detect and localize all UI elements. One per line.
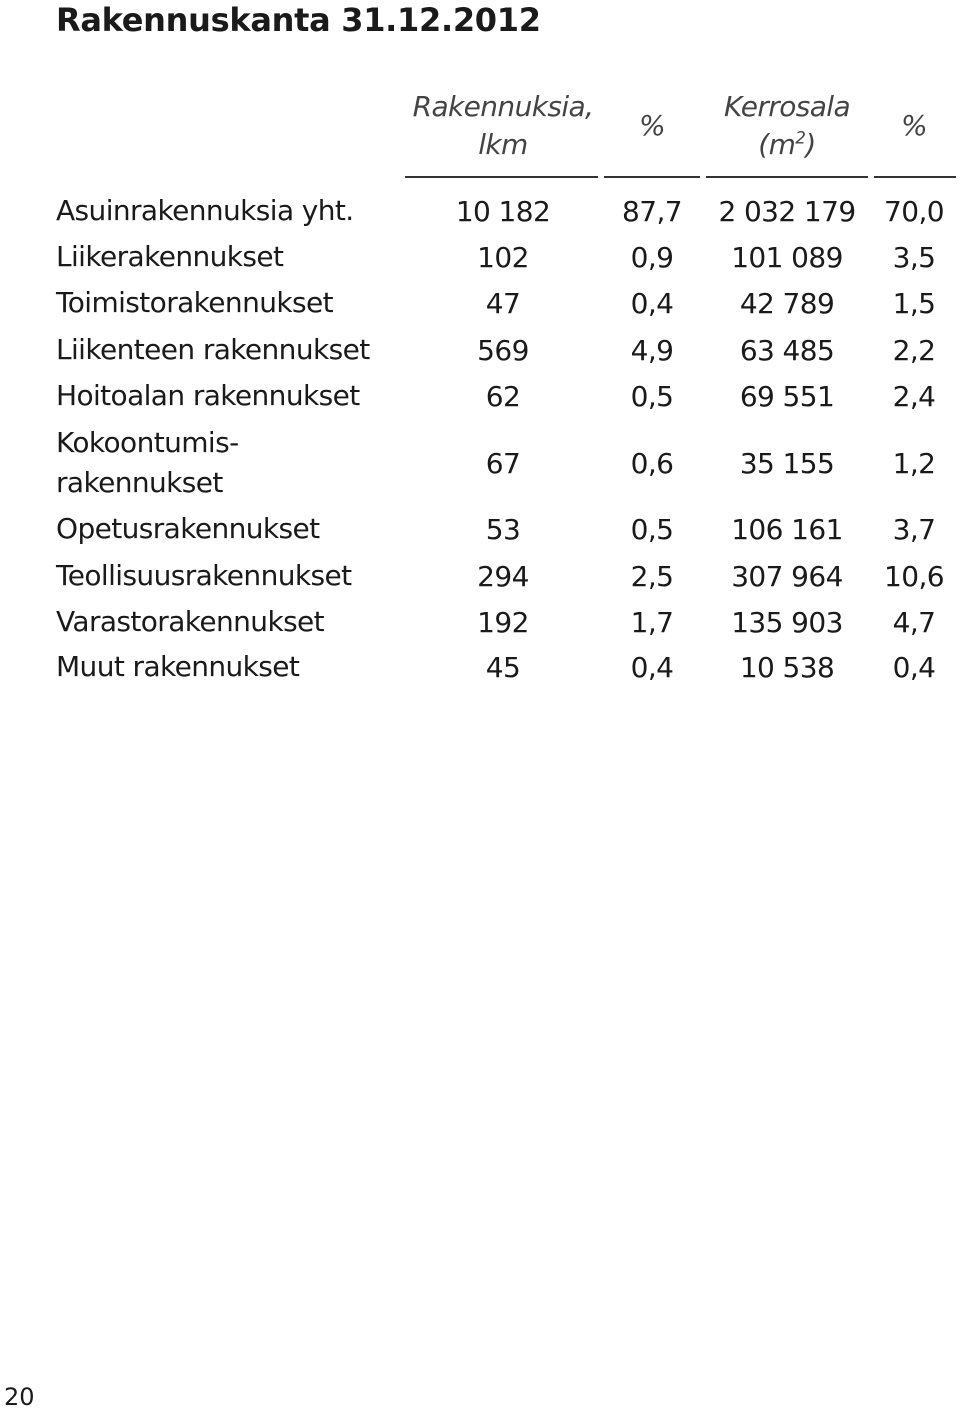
header-building-count-line1: Rakennuksia, — [412, 90, 594, 123]
table-row — [0, 553, 960, 599]
header-floor-area-unit-pre: (m — [758, 128, 796, 161]
floor-area-percent: 70,0 — [884, 194, 944, 228]
header-building-count — [405, 88, 601, 164]
building-count-percent: 4,9 — [630, 333, 674, 367]
floor-area-percent: 3,5 — [892, 240, 936, 274]
building-count-percent: 0,9 — [630, 240, 674, 274]
building-count-percent: 0,4 — [630, 286, 674, 320]
table-row — [0, 373, 960, 419]
row-label: Asuinrakennuksia yht. — [56, 194, 354, 227]
table-row — [0, 234, 960, 280]
table-row — [0, 327, 960, 373]
floor-area-percent: 1,5 — [892, 286, 936, 320]
floor-area-percent: 4,7 — [892, 605, 936, 639]
floor-area: 42 789 — [739, 286, 835, 320]
page-title: Rakennuskanta 31.12.2012 — [56, 1, 541, 39]
row-label — [56, 418, 436, 508]
header-rule-count-percent — [604, 176, 700, 178]
building-count-percent: 87,7 — [622, 194, 682, 228]
floor-area-percent: 0,4 — [892, 650, 936, 684]
building-count: 192 — [477, 605, 529, 639]
floor-area: 10 538 — [739, 650, 835, 684]
floor-area: 307 964 — [731, 559, 843, 593]
header-rule-area — [706, 176, 868, 178]
table-row — [0, 644, 960, 690]
building-count: 10 182 — [455, 194, 551, 228]
building-count: 53 — [485, 512, 521, 546]
row-label: Muut rakennukset — [56, 650, 300, 683]
table-row — [0, 418, 960, 508]
header-rule-area-percent — [874, 176, 956, 178]
floor-area: 135 903 — [731, 605, 843, 639]
building-count: 102 — [477, 240, 529, 274]
table-row — [0, 599, 960, 645]
building-count: 569 — [477, 333, 529, 367]
header-floor-area-percent-label: % — [900, 109, 927, 142]
table-row — [0, 280, 960, 326]
header-building-count-percent — [601, 107, 703, 145]
header-floor-area-line2 — [703, 126, 871, 164]
header-floor-area-unit-sup: 2 — [795, 127, 806, 148]
building-count: 47 — [485, 286, 521, 320]
building-count-percent: 2,5 — [630, 559, 674, 593]
header-building-count-line2: lkm — [478, 128, 528, 161]
building-count-percent: 0,5 — [630, 379, 674, 413]
row-label: Liikerakennukset — [56, 240, 284, 273]
building-count-percent: 0,5 — [630, 512, 674, 546]
floor-area-percent: 10,6 — [884, 559, 944, 593]
floor-area-percent: 3,7 — [892, 512, 936, 546]
building-count-percent: 0,4 — [630, 650, 674, 684]
building-count: 67 — [485, 446, 521, 480]
row-label-line1: Kokoontumis- — [56, 426, 239, 459]
building-count-percent: 0,6 — [630, 446, 674, 480]
header-floor-area-unit-post: ) — [805, 128, 816, 161]
row-label: Toimistorakennukset — [56, 286, 333, 319]
floor-area: 63 485 — [739, 333, 835, 367]
page-number: 20 — [4, 1383, 35, 1411]
header-building-count-percent-label: % — [638, 109, 665, 142]
row-label: Hoitoalan rakennukset — [56, 379, 360, 412]
row-label: Teollisuusrakennukset — [56, 559, 352, 592]
floor-area-percent: 2,4 — [892, 379, 936, 413]
building-count-percent: 1,7 — [630, 605, 674, 639]
table-row — [0, 188, 960, 234]
building-count: 62 — [485, 379, 521, 413]
header-floor-area-line1: Kerrosala — [723, 90, 851, 123]
floor-area: 69 551 — [739, 379, 835, 413]
building-count: 45 — [485, 650, 521, 684]
floor-area-percent: 2,2 — [892, 333, 936, 367]
building-count: 294 — [477, 559, 529, 593]
row-label: Liikenteen rakennukset — [56, 333, 370, 366]
header-rule-count — [405, 176, 598, 178]
header-floor-area-percent — [871, 107, 957, 145]
floor-area: 101 089 — [731, 240, 843, 274]
floor-area: 35 155 — [739, 446, 835, 480]
table-row — [0, 506, 960, 552]
row-label: Opetusrakennukset — [56, 512, 320, 545]
row-label-line2: rakennukset — [56, 466, 223, 499]
row-label: Varastorakennukset — [56, 605, 325, 638]
floor-area: 106 161 — [731, 512, 843, 546]
header-floor-area — [703, 88, 871, 164]
floor-area-percent: 1,2 — [892, 446, 936, 480]
floor-area: 2 032 179 — [718, 194, 856, 228]
